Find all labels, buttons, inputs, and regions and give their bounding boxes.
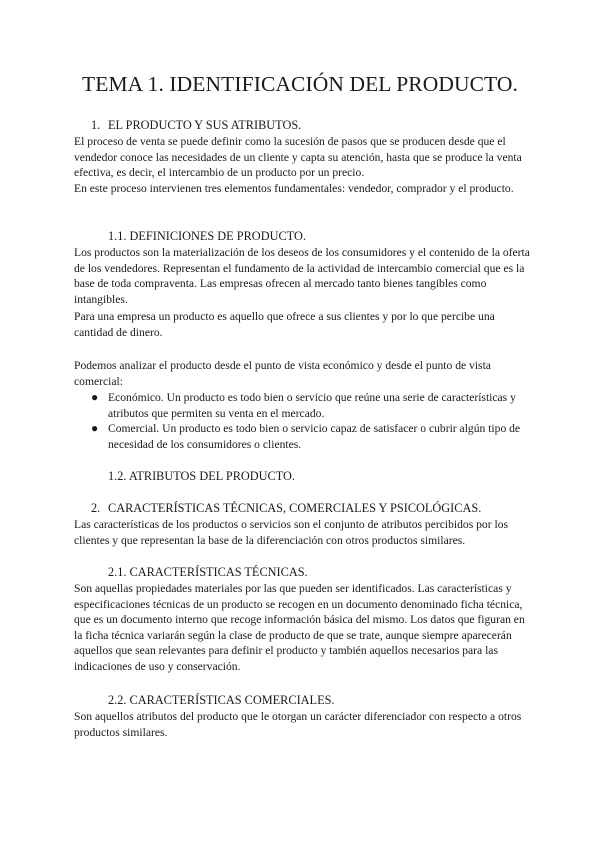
section-1-title: EL PRODUCTO Y SUS ATRIBUTOS.: [108, 118, 302, 132]
bullet-icon: ●: [91, 390, 99, 404]
bullet-icon: ●: [91, 421, 99, 435]
subsection-1-1-heading: 1.1. DEFINICIONES DE PRODUCTO.: [108, 229, 306, 243]
subsection-1-1-paragraph-2: Para una empresa un producto es aquello que ofrece a sus clientes y por lo que percibe una cantidad de dinero.: [74, 310, 495, 339]
section-1-paragraph-1: El proceso de venta se puede definir como la sucesión de pasos que se producen desde que el vendedor conoce las necesidades de un cliente y capta su atención, hasta que se produce la venta efectiva, es decir, el intercambio de un producto por un precio.: [74, 135, 522, 180]
section-1-paragraph-2: En este proceso intervienen tres elementos fundamentales: vendedor, comprador y el producto.: [74, 182, 514, 195]
section-1-number: 1.: [91, 118, 101, 132]
bullet-text: Económico. Un producto es todo bien o servicio que reúne una serie de características y atributos que permiten su venta en el mercado.: [108, 391, 516, 420]
section-2-number: 2.: [91, 501, 101, 515]
subsection-1-1-paragraph-1: Los productos son la materialización de los deseos de los consumidores y el contenido de la oferta de los vendedores. Representan el fundamento de la actividad de intercambio comercial que es la base de toda compraventa. Las empresas ofrecen al mercado tanto bienes tangibles como intangibles.: [74, 246, 530, 306]
section-2-heading: [91, 501, 481, 516]
subsection-2-2-paragraph-1: Son aquellos atributos del producto que le otorgan un carácter diferenciador con respecto a otros productos similares.: [74, 710, 522, 739]
section-2-paragraph-1: Las características de los productos o servicios son el conjunto de atributos percibidos por los clientes y que representan la base de la diferenciación con otros productos similares.: [74, 518, 509, 547]
subsection-1-2-heading: 1.2. ATRIBUTOS DEL PRODUCTO.: [108, 469, 295, 483]
subsection-1-1-paragraph-3: Podemos analizar el producto desde el punto de vista económico y desde el punto de vista comercial:: [74, 359, 491, 388]
subsection-2-1-paragraph-1: Son aquellas propiedades materiales por las que pueden ser identificados. Las características y especificaciones técnicas de un producto se recogen en un documento denominado ficha técnica, que es un documento interno que recoge información básica del mismo. Los datos que figuran en la ficha técnica variarán según la clase de producto de que se trate, aunque siempre aparecerán aquellos que sean relevantes para definir el producto y también aquellos necesarios para las indicaciones de uso y conservación.: [74, 582, 525, 673]
subsection-2-2-heading: 2.2. CARACTERÍSTICAS COMERCIALES.: [108, 693, 335, 707]
subsection-2-1-heading: 2.1. CARACTERÍSTICAS TÉCNICAS.: [108, 565, 308, 579]
document-title: TEMA 1. IDENTIFICACIÓN DEL PRODUCTO.: [82, 72, 518, 96]
bullet-item-comercial: [91, 421, 534, 452]
bullet-text: Comercial. Un producto es todo bien o servicio capaz de satisfacer o cubrir algún tipo de necesidad de los consumidores o clientes.: [108, 422, 521, 451]
section-2-title: CARACTERÍSTICAS TÉCNICAS, COMERCIALES Y PSICOLÓGICAS.: [108, 501, 482, 515]
bullet-item-economico: [91, 390, 534, 421]
section-1-heading: [91, 118, 301, 133]
